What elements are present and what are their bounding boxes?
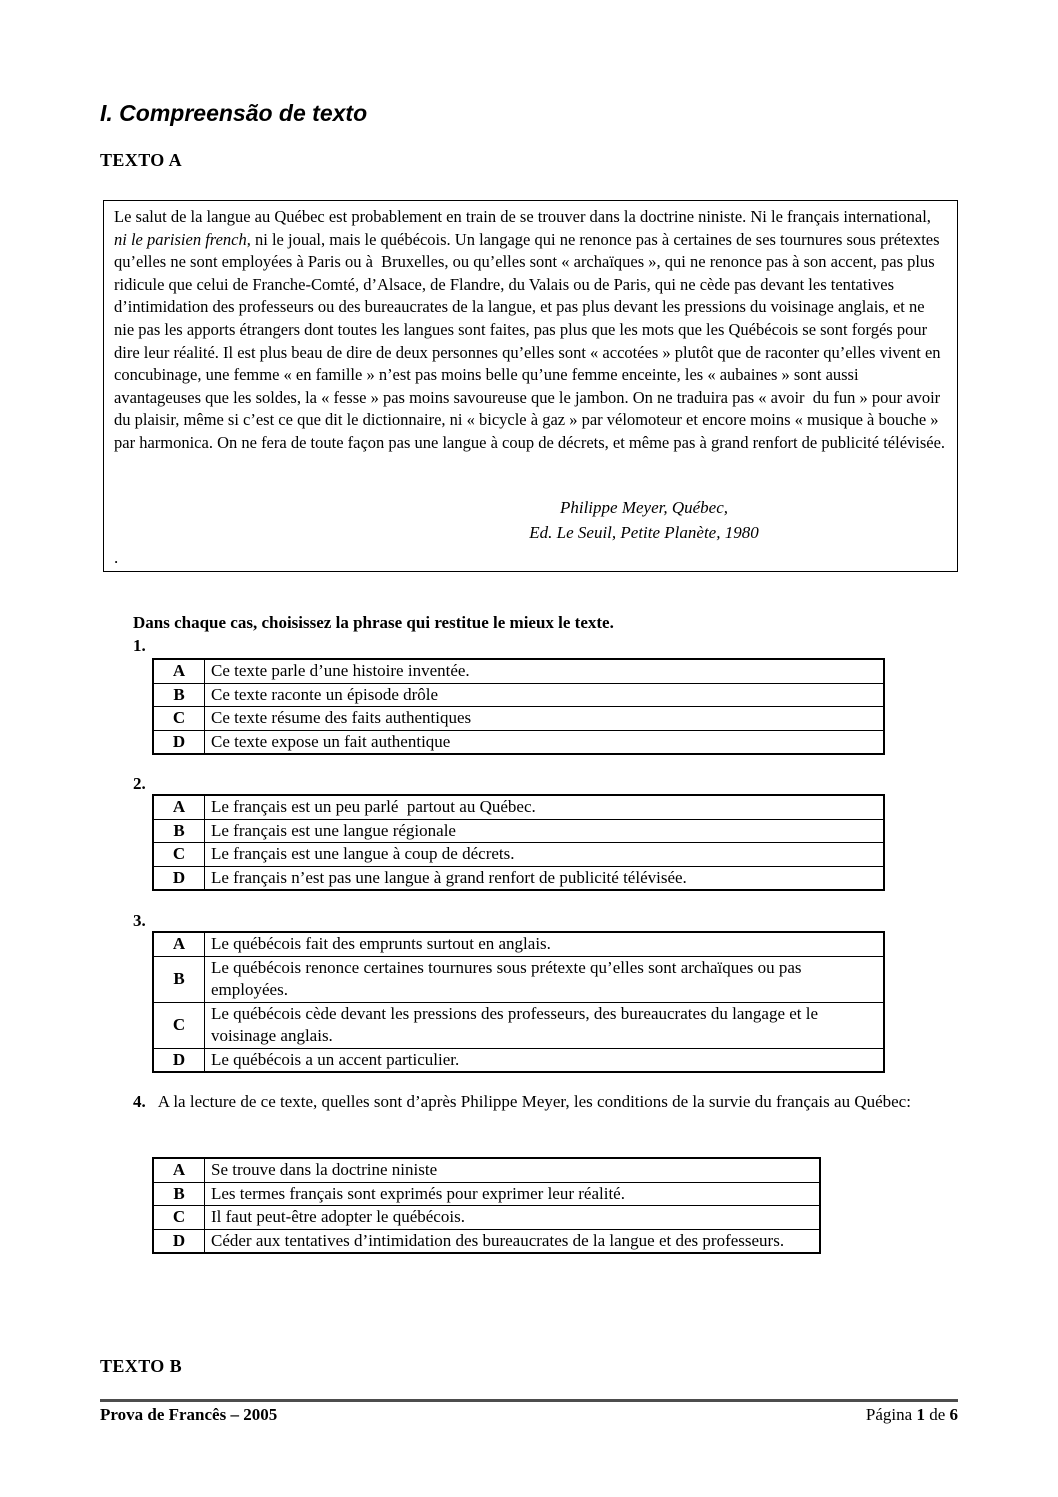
option-text: Il faut peut-être adopter le québécois. (205, 1206, 821, 1230)
footer-exam-title: Prova de Francês – 2005 (100, 1405, 278, 1424)
texto-b-heading: TEXTO B (100, 1356, 182, 1376)
option-text: Se trouve dans la doctrine niniste (205, 1158, 821, 1182)
option-row (153, 956, 884, 1002)
option-letter: A (153, 795, 205, 819)
option-letter: D (153, 730, 205, 754)
option-letter: C (153, 843, 205, 867)
question-4-options-table (152, 1157, 821, 1254)
option-text: Céder aux tentatives d’intimidation des bureaucrates de la langue et des professeurs. (205, 1229, 821, 1253)
question-1-options-table (152, 658, 885, 755)
passage-part1: Le salut de la langue au Québec est probablement en train de se trouver dans la doctrine niniste. Ni le français international, (114, 207, 936, 226)
option-row (153, 1048, 884, 1072)
option-row (153, 707, 884, 731)
option-text: Le québécois cède devant les pressions des professeurs, des bureaucrates du langage et le voisinage anglais. (205, 1002, 885, 1048)
option-letter: C (153, 1002, 205, 1048)
question-4-number: 4. (133, 1092, 146, 1111)
option-row (153, 683, 884, 707)
passage-italic-phrase: ni le parisien french (114, 229, 247, 249)
passage-box (103, 200, 958, 572)
texto-a-heading: TEXTO A (100, 150, 182, 170)
option-letter: D (153, 866, 205, 890)
option-letter: A (153, 659, 205, 683)
option-text: Ce texte raconte un épisode drôle (205, 683, 885, 707)
option-row (153, 795, 884, 819)
page-title: I. Compreensão de texto (100, 100, 368, 126)
option-text: Le français est une langue à coup de décrets. (205, 843, 885, 867)
option-row (153, 1158, 820, 1182)
option-row (153, 866, 884, 890)
footer-page-word: Página (865, 1405, 913, 1424)
question-2-number: 2. (133, 774, 146, 793)
option-letter: B (153, 683, 205, 707)
option-row (153, 819, 884, 843)
page-footer (100, 1399, 958, 1425)
option-text: Le français n’est pas une langue à grand renfort de publicité télévisée. (205, 866, 885, 890)
footer-page-total: 6 (949, 1405, 958, 1424)
option-letter: B (153, 1182, 205, 1206)
question-3-options-table (152, 931, 885, 1073)
footer-of-word: de (929, 1405, 946, 1424)
option-letter: D (153, 1229, 205, 1253)
question-1-number: 1. (133, 636, 146, 655)
instruction-text: Dans chaque cas, choisissez la phrase qui restitue le mieux le texte. (133, 613, 614, 632)
option-letter: B (153, 956, 205, 1002)
option-letter: A (153, 932, 205, 956)
option-text: Les termes français sont exprimés pour exprimer leur réalité. (205, 1182, 821, 1206)
option-text: Ce texte expose un fait authentique (205, 730, 885, 754)
option-letter: C (153, 707, 205, 731)
option-row (153, 1206, 820, 1230)
option-letter: D (153, 1048, 205, 1072)
option-letter: B (153, 819, 205, 843)
question-3-number: 3. (133, 911, 146, 930)
option-letter: A (153, 1158, 205, 1182)
option-text: Le français est une langue régionale (205, 819, 885, 843)
option-row (153, 1182, 820, 1206)
option-row (153, 1002, 884, 1048)
footer-page-indicator (866, 1405, 958, 1425)
option-text: Ce texte résume des faits authentiques (205, 707, 885, 731)
attribution-line-2: Ed. Le Seuil, Petite Planète, 1980 (529, 522, 759, 542)
question-4-intro-text: A la lecture de ce texte, quelles sont d’après Philippe Meyer, les conditions de la survie du français au Québec: (157, 1092, 911, 1111)
option-row (153, 932, 884, 956)
option-text: Ce texte parle d’une histoire inventée. (205, 659, 885, 683)
passage-text (114, 206, 947, 455)
question-2-options-table (152, 794, 885, 891)
option-text: Le québécois renonce certaines tournures sous prétexte qu’elles sont archaïques ou pas employées. (205, 956, 885, 1002)
attribution-line-1: Philippe Meyer, Québec, (559, 498, 729, 517)
option-row (153, 730, 884, 754)
passage-attribution (344, 496, 944, 545)
trailing-dot: . (114, 548, 119, 568)
option-row (153, 1229, 820, 1253)
option-letter: C (153, 1206, 205, 1230)
question-4-intro (133, 1090, 961, 1114)
option-text: Le québécois fait des emprunts surtout en anglais. (205, 932, 885, 956)
option-text: Le québécois a un accent particulier. (205, 1048, 885, 1072)
option-text: Le français est un peu parlé partout au Québec. (205, 795, 885, 819)
option-row (153, 659, 884, 683)
option-row (153, 843, 884, 867)
footer-page-number: 1 (916, 1405, 925, 1424)
passage-part2: , ni le joual, mais le québécois. Un langage qui ne renonce pas à certaines de ses tournures sous prétextes qu’elles ne sont employées à Paris ou à Bruxelles, ou qu’elles sont « archaïques », qui ne renonce pas à son accent, pas plus ridicule que celui de Franche-Comté, d’Alsace, de Flandre, du Valais ou de Paris, qui ne cède pas devant les tentatives d’intimidation des professeurs ou des bureaucrates de la langue, et pas plus devant les pressions du voisinage anglais, et ne nie pas les apports étrangers dont toutes les langues sont faites, pas plus que les mots que les Québécois se sont forgés pour dire leur réalité. Il est plus beau de dire de deux personnes qu’elles sont « accotées » plutôt que de raconter qu’elles vivent en concubinage, une femme « en famille » n’est pas moins belle qu’une femme enceinte, les « aubaines » sont aussi avantageuses que les soldes, la « fesse » pas moins savoureuse que le jambon. On ne traduira pas « avoir du fun » pour avoir du plaisir, même si c’est ce que dit le dictionnaire, ni « bicycle à gaz » par vélomoteur et encore moins « musique à bouche » par harmonica. On ne fera de toute façon pas une langue à coup de décrets, et même pas à grand renfort de publicité télévisée. (114, 229, 946, 452)
